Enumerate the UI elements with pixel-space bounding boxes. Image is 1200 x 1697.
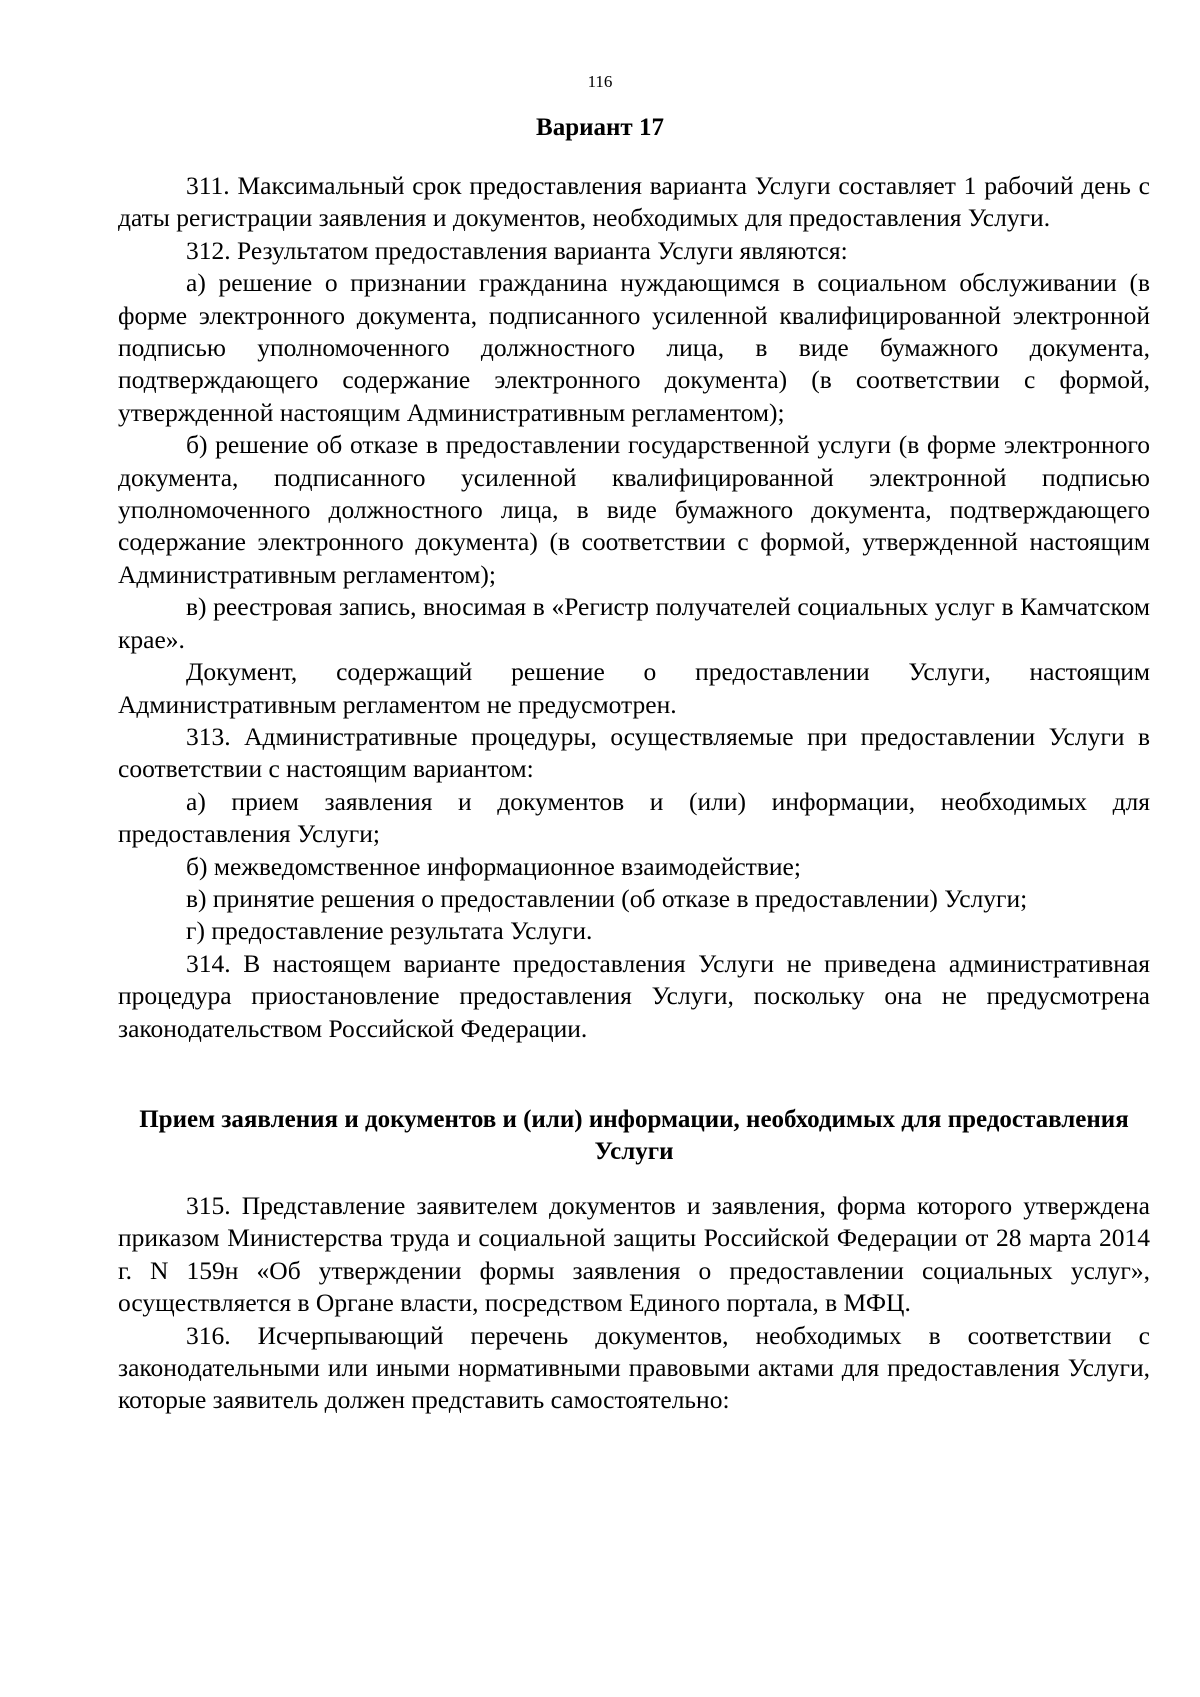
paragraph-312-b: б) решение об отказе в предоставлении государственной услуги (в форме электронного документа, подписанного усиленной квалифицированной электронной подписью уполномоченного должностного лица, в виде бумажного документа, подтверждающего содержание электронного документа) (в соответствии с формой, утвержденной настоящим Административным регламентом);: [118, 430, 1150, 589]
section-title: Прием заявления и документов и (или) информации, необходимых для предоставления Услуги: [139, 1106, 1129, 1165]
paragraph-313-g: г) предоставление результата Услуги.: [186, 916, 593, 946]
paragraph-312-v: в) реестровая запись, вносимая в «Регистр получателей социальных услуг в Камчатском крае».: [118, 592, 1150, 654]
paragraph-312: 312. Результатом предоставления варианта Услуги являются:: [186, 235, 848, 265]
paragraph-311: 311. Максимальный срок предоставления варианта Услуги составляет 1 рабочий день с даты регистрации заявления и документов, необходимых для предоставления Услуги.: [118, 171, 1150, 233]
variant-title: Вариант 17: [536, 114, 664, 141]
paragraph-313-v: в) принятие решения о предоставлении (об отказе в предоставлении) Услуги;: [186, 883, 1028, 913]
paragraph-313-b: б) межведомственное информационное взаимодействие;: [186, 851, 801, 881]
body-block-1: [118, 170, 1150, 1045]
paragraph-document-note: Документ, содержащий решение о предоставлении Услуги, настоящим Административным регламентом не предусмотрен.: [118, 657, 1150, 719]
body-block-2: [118, 1190, 1150, 1417]
page-number: 116: [587, 72, 613, 91]
paragraph-313: 313. Административные процедуры, осуществляемые при предоставлении Услуги в соответствии с настоящим вариантом:: [118, 721, 1150, 784]
paragraph-314: 314. В настоящем варианте предоставления Услуги не приведена административная процедура приостановление предоставления Услуги, поскольку она не предусмотрена законодательством Российской Федерации.: [118, 948, 1150, 1043]
paragraph-313-a: а) прием заявления и документов и (или) информации, необходимых для предоставления Услуги;: [118, 786, 1150, 849]
paragraph-316: 316. Исчерпывающий перечень документов, необходимых в соответствии с законодательными или иными нормативными правовыми актами для предоставления Услуги, которые заявитель должен представить самостоятельно:: [118, 1320, 1150, 1415]
paragraph-315: 315. Представление заявителем документов и заявления, форма которого утверждена приказом Министерства труда и социальной защиты Российской Федерации от 28 марта 2014 г. N 159н «Об утверждении формы заявления о предоставлении социальных услуг», осуществляется в Органе власти, посредством Единого портала, в МФЦ.: [118, 1191, 1150, 1318]
paragraph-312-a: а) решение о признании гражданина нуждающимся в социальном обслуживании (в форме электронного документа, подписанного усиленной квалифицированной электронной подписью уполномоченного должностного лица, в виде бумажного документа, подтверждающего содержание электронного документа) (в соответствии с формой, утвержденной настоящим Административным регламентом);: [118, 268, 1150, 427]
